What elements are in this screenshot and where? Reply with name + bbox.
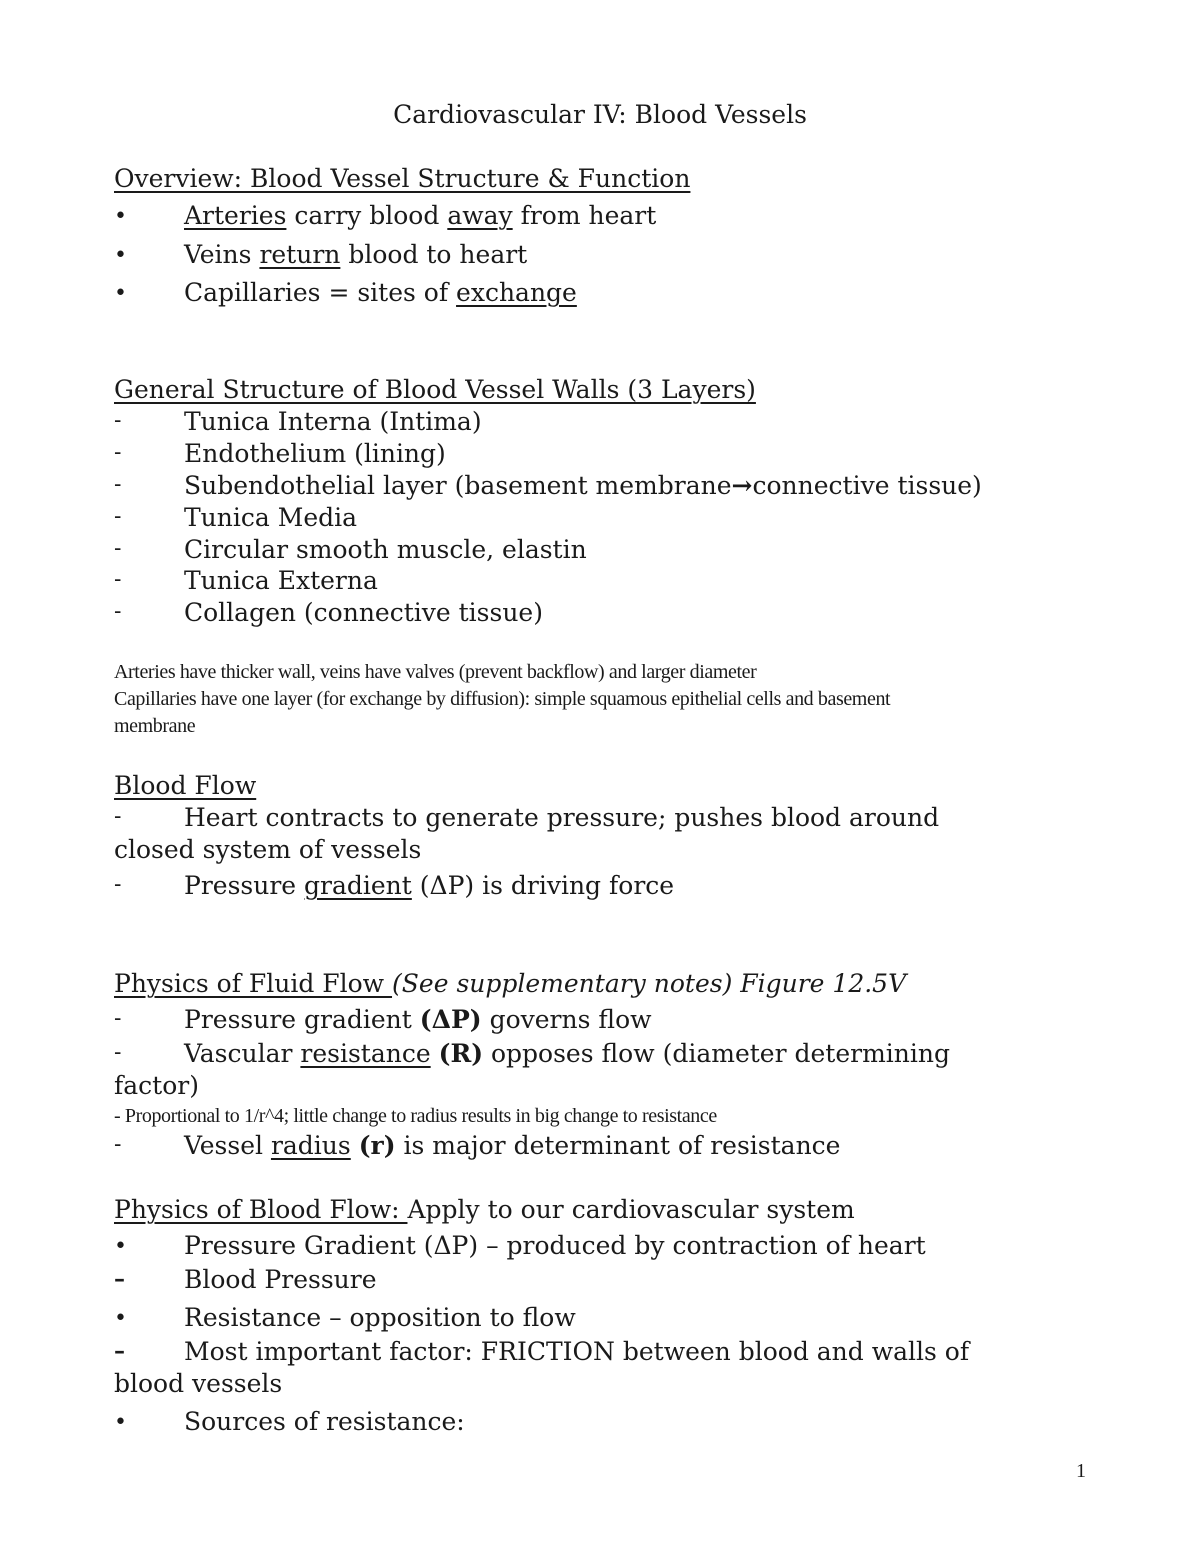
overview-item-arteries: Arteries carry blood away from heart <box>184 201 657 230</box>
bullet-marker: • <box>114 1410 127 1435</box>
dash-marker: - <box>114 1040 122 1065</box>
page-number: 1 <box>1076 1460 1086 1482</box>
structure-item: Circular smooth muscle, elastin <box>184 535 587 564</box>
blood-flow-item: Pressure gradient (ΔP) is driving force <box>184 871 675 900</box>
bullet-marker: • <box>114 243 127 268</box>
structure-heading: General Structure of Blood Vessel Walls (3 Layers) <box>114 375 756 404</box>
structure-item: Subendothelial layer (basement membrane→connective tissue) <box>184 471 982 500</box>
dash-marker: - <box>114 567 122 592</box>
blood-physics-heading: Physics of Blood Flow: Apply to our cardiovascular system <box>114 1195 855 1224</box>
dash-marker: - <box>114 872 122 897</box>
blood-physics-item: Sources of resistance: <box>184 1407 465 1436</box>
bullet-marker: • <box>114 281 127 306</box>
dash-marker: - <box>114 599 122 624</box>
structure-note: Capillaries have one layer (for exchange by diffusion): simple squamous epithelial cells and basement <box>114 688 891 710</box>
bullet-marker: • <box>114 1306 127 1331</box>
overview-heading: Overview: Blood Vessel Structure & Function <box>114 164 691 193</box>
arrow-right-icon: → <box>731 471 753 500</box>
blood-physics-item: Blood Pressure <box>184 1265 377 1294</box>
blood-physics-item-cont: blood vessels <box>114 1369 283 1398</box>
dash-marker: - <box>114 804 122 829</box>
fluid-flow-heading: Physics of Fluid Flow (See supplementary notes) Figure 12.5V <box>114 969 907 998</box>
fluid-flow-item: Vessel radius (r) is major determinant of resistance <box>184 1131 841 1160</box>
dash-marker: – <box>114 1266 125 1292</box>
structure-item: Tunica Interna (Intima) <box>184 407 482 436</box>
bullet-marker: • <box>114 1234 127 1259</box>
structure-note: membrane <box>114 715 196 737</box>
fluid-flow-item-cont: factor) <box>114 1071 199 1100</box>
dash-marker: - <box>114 1132 122 1157</box>
fluid-flow-note: - Proportional to 1/r^4; little change to radius results in big change to resistance <box>114 1105 717 1127</box>
overview-item-veins: Veins return blood to heart <box>184 240 528 269</box>
blood-flow-item: Heart contracts to generate pressure; pushes blood around <box>184 803 940 832</box>
blood-physics-item: Resistance – opposition to flow <box>184 1303 576 1332</box>
blood-flow-heading: Blood Flow <box>114 771 257 800</box>
dash-marker: - <box>114 1006 122 1031</box>
blood-physics-item: Most important factor: FRICTION between blood and walls of <box>184 1337 970 1366</box>
structure-item: Collagen (connective tissue) <box>184 598 543 627</box>
structure-item: Tunica Media <box>184 503 358 532</box>
dash-marker: - <box>114 504 122 529</box>
dash-marker: – <box>114 1338 125 1364</box>
structure-note: Arteries have thicker wall, veins have valves (prevent backflow) and larger diameter <box>114 661 757 683</box>
overview-item-capillaries: Capillaries = sites of exchange <box>184 278 577 307</box>
blood-physics-item: Pressure Gradient (ΔP) – produced by contraction of heart <box>184 1231 926 1260</box>
fluid-flow-item: Vascular resistance (R) opposes flow (diameter determining <box>184 1039 950 1068</box>
fluid-flow-item: Pressure gradient (ΔP) governs flow <box>184 1005 652 1034</box>
dash-marker: - <box>114 408 122 433</box>
structure-item: Tunica Externa <box>184 566 378 595</box>
structure-item: Endothelium (lining) <box>184 439 446 468</box>
bullet-marker: • <box>114 204 127 229</box>
page-title: Cardiovascular IV: Blood Vessels <box>393 100 807 129</box>
dash-marker: - <box>114 440 122 465</box>
blood-flow-item-cont: closed system of vessels <box>114 835 422 864</box>
dash-marker: - <box>114 472 122 497</box>
dash-marker: - <box>114 536 122 561</box>
